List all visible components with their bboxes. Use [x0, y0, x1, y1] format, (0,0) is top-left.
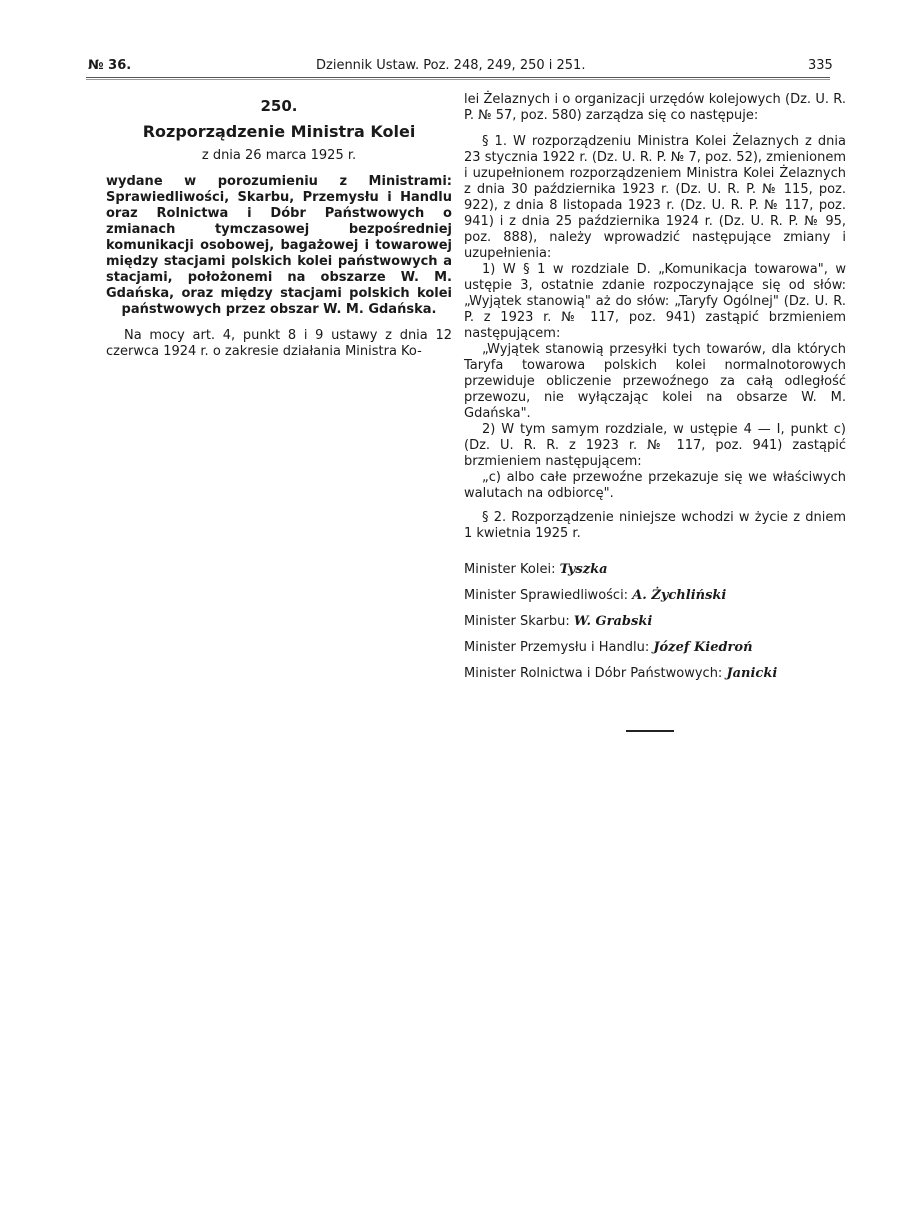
amendment-2-text: „c) albo całe przewoźne przekazuje się we właściwych walutach na odbiorcę". — [464, 470, 846, 501]
page-number: 335 — [808, 58, 833, 73]
signature-name: Józef Kiedroń — [653, 640, 753, 655]
signature-role: Minister Kolei: — [464, 562, 556, 577]
continuation-paragraph: lei Żelaznych i o organizacji urzędów kolejowych (Dz. U. R. P. № 57, poz. 580) zarządza się co następuje: — [464, 92, 846, 123]
header-rule — [86, 77, 830, 78]
signature-role: Minister Sprawiedliwości: — [464, 588, 629, 603]
signature-role: Minister Skarbu: — [464, 614, 570, 629]
position-number: 250. — [260, 97, 298, 115]
section-2-paragraph: § 2. Rozporządzenie niniejsze wchodzi w życie z dniem 1 kwietnia 1925 r. — [464, 510, 846, 541]
signature-line — [464, 562, 846, 578]
document-subject: wydane w porozumieniu z Ministrami: Sprawiedliwości, Skarbu, Przemysłu i Handlu oraz Rolnictwa i Dóbr Państwowych o zmianach tymczasowej bezpośredniej komunikacji osobowej, bagażowej i towarowej między stacjami polskich kolei państwowych a stacjami, położonemi na obszarze W. M. Gdańska, oraz między stacjami polskich kolei państwowych przez obszar W. M. Gdańska. — [106, 174, 452, 317]
signature-name: A. Żychliński — [632, 588, 727, 603]
signature-name: Janicki — [726, 666, 778, 681]
header-rule-secondary — [86, 79, 830, 80]
end-separator — [626, 730, 674, 732]
signature-line — [464, 588, 846, 604]
signature-role: Minister Rolnictwa i Dóbr Państwowych: — [464, 666, 723, 681]
page-header — [0, 58, 919, 78]
document-date: z dnia 26 marca 1925 r. — [201, 148, 357, 163]
signature-line — [464, 614, 846, 630]
intro-paragraph: Na mocy art. 4, punkt 8 i 9 ustawy z dnia 12 czerwca 1924 r. o zakresie działania Ministra Ko- — [106, 328, 452, 359]
document-title: Rozporządzenie Ministra Kolei — [142, 122, 416, 141]
amendment-2-paragraph: 2) W tym samym rozdziale, w ustępie 4 — I, punkt c) (Dz. U. R. R. z 1923 r. № 117, poz. 941) zastąpić brzmieniem następującem: — [464, 422, 846, 469]
amendment-1-paragraph: 1) W § 1 w rozdziale D. „Komunikacja towarowa", w ustępie 3, ostatnie zdanie rozpoczynające się od słów: „Wyjątek stanowią" aż do słów: „Taryfy Ogólnej" (Dz. U. R. P. z 1923 r. № 117, poz. 941) zastąpić brzmieniem następującem: — [464, 262, 846, 341]
signature-line — [464, 666, 846, 682]
left-column — [106, 92, 452, 360]
signature-name: W. Grabski — [573, 614, 653, 629]
signature-line — [464, 640, 846, 656]
amendment-1-text: „Wyjątek stanowią przesyłki tych towarów, dla których Taryfa towarowa polskich kolei normalnotorowych przewiduje obliczenie przewoźnego za całą odległość przewozu, nie wyłączając kolei na obsarze W. M. Gdańska". — [464, 342, 846, 421]
section-1-paragraph: § 1. W rozporządzeniu Ministra Kolei Żelaznych z dnia 23 stycznia 1922 r. (Dz. U. R. P. № 7, poz. 52), zmienionem i uzupełnionem rozporządzeniem Ministra Kolei Żelaznych z dnia 30 października 1923 r. (Dz. U. R. P. № 115, poz. 922), z dnia 8 listopada 1923 r. (Dz. U. R. P. № 117, poz. 941) i z dnia 25 października 1924 r. (Dz. U. R. P. № 95, poz. 888), należy wprowadzić następujące zmiany i uzupełnienia: — [464, 134, 846, 261]
right-column — [464, 92, 846, 682]
issue-number: № 36. — [88, 58, 132, 73]
signature-role: Minister Przemysłu i Handlu: — [464, 640, 650, 655]
signature-name: Tyszka — [559, 562, 608, 577]
journal-title: Dziennik Ustaw. Poz. 248, 249, 250 i 251. — [316, 58, 586, 73]
signatures-block — [464, 562, 846, 682]
